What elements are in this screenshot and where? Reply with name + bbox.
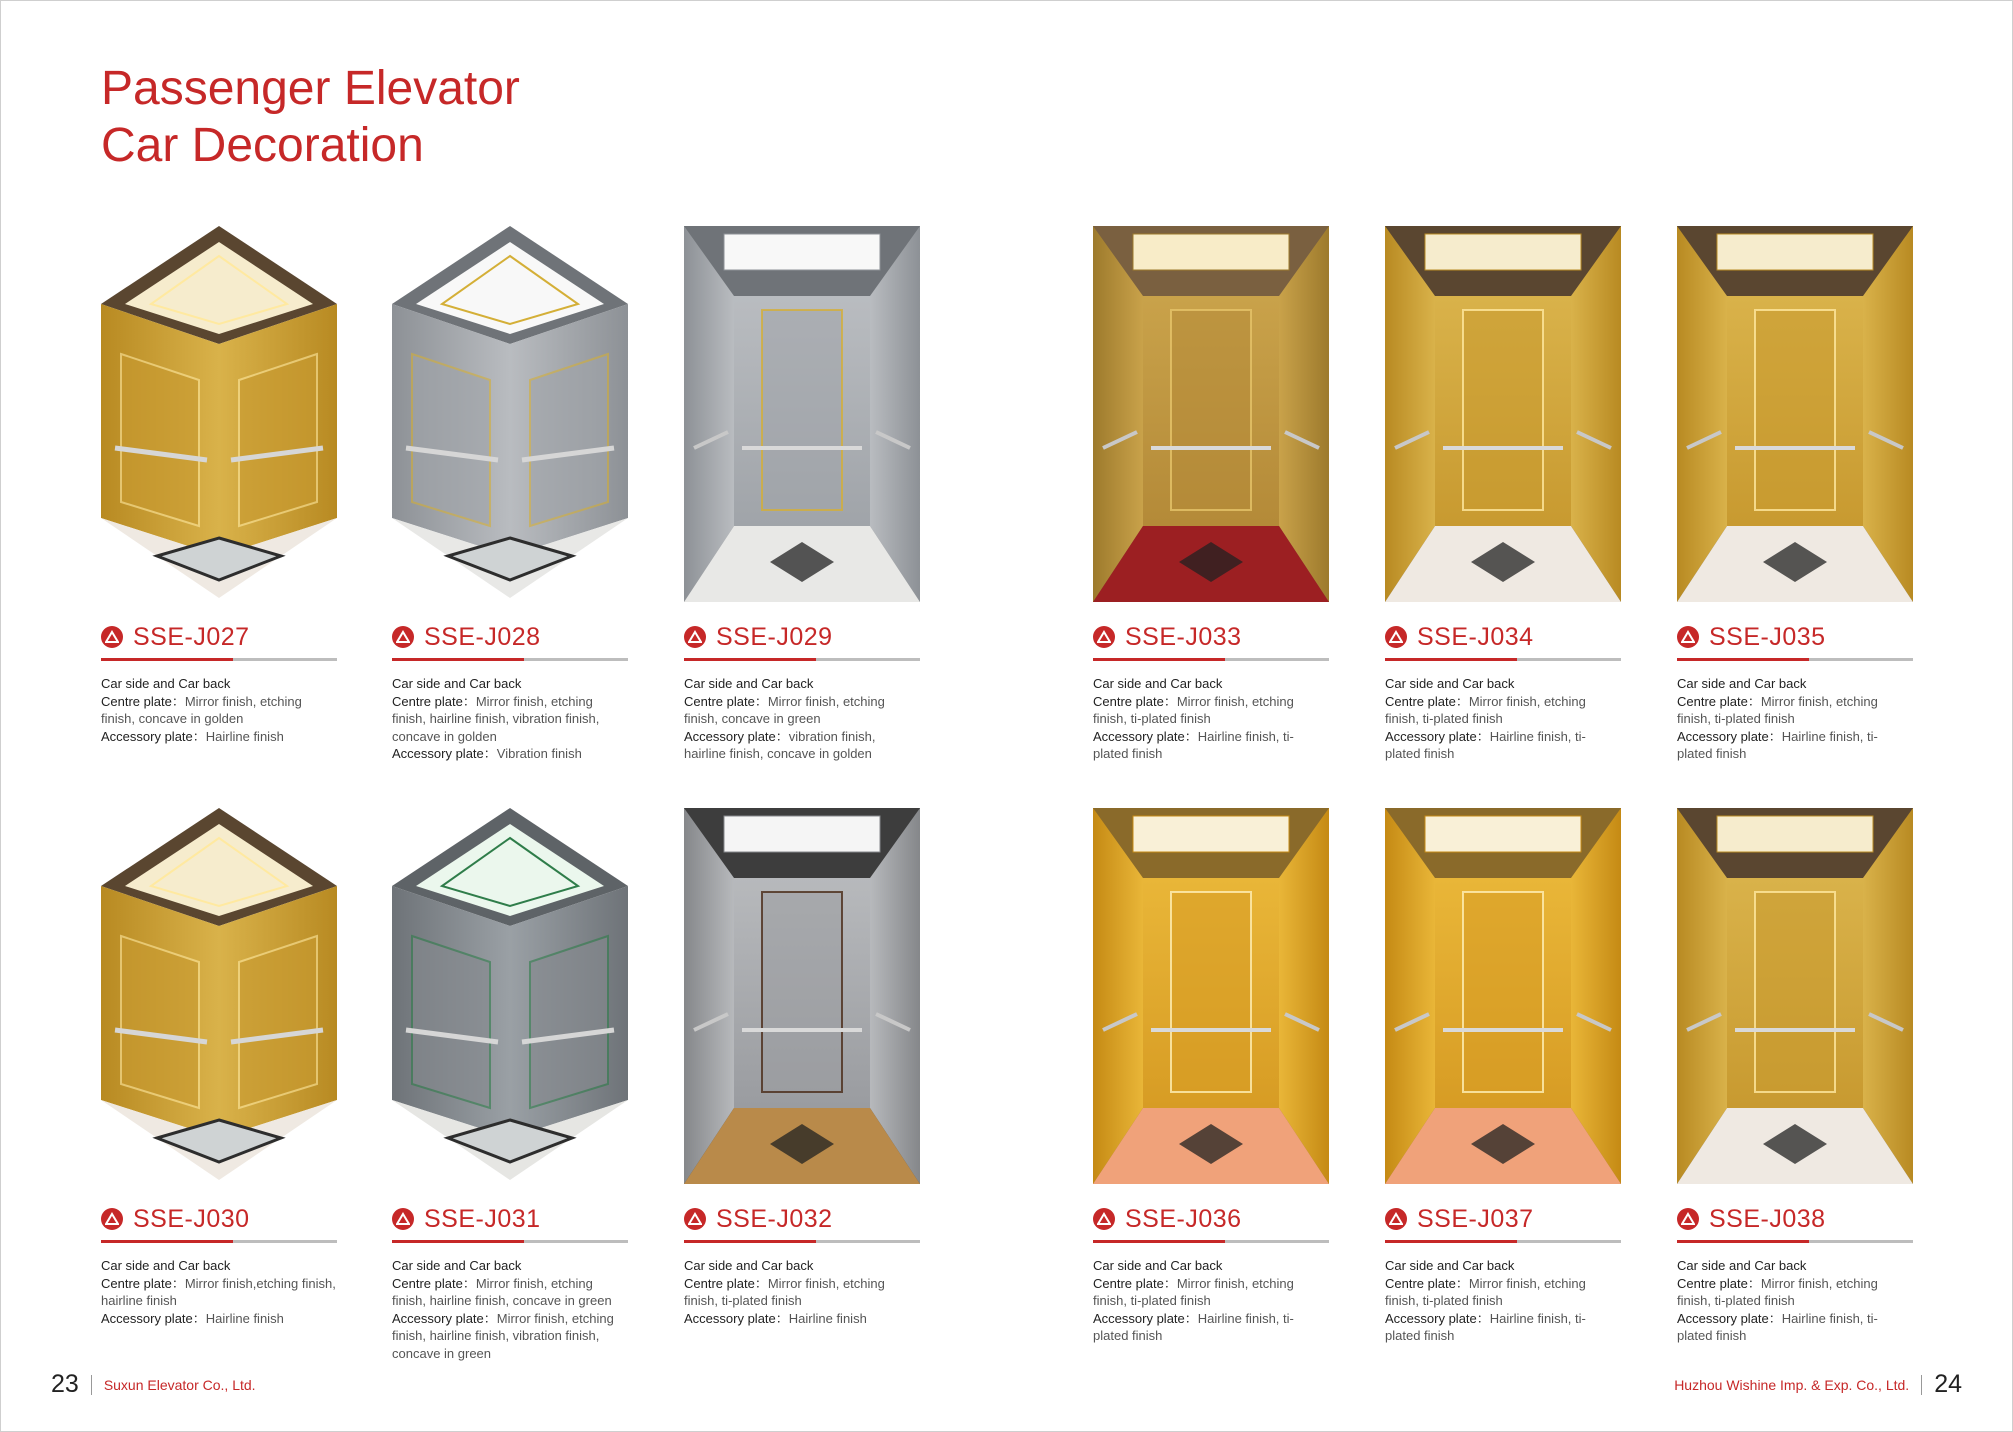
description-line [1385, 1310, 1621, 1345]
description-label: Accessory plate： [392, 746, 497, 761]
description-label: Car side and Car back [392, 676, 522, 691]
product-code: SSE-J030 [133, 1204, 250, 1233]
description-value: Hairline finish, ti-plated finish [1385, 1310, 1586, 1343]
description-line [101, 728, 337, 746]
description-line [101, 1257, 337, 1275]
elevator-car-image [1677, 226, 1913, 602]
description-line [1677, 675, 1913, 693]
description-label: Accessory plate： [684, 728, 789, 744]
product-card [1385, 226, 1621, 763]
product-description [1385, 675, 1621, 763]
description-label: Centre plate： [1385, 1275, 1469, 1291]
product-description [392, 675, 628, 763]
elevator-car-image [1093, 808, 1329, 1184]
description-label: Centre plate： [1093, 1275, 1177, 1291]
description-line [1093, 1310, 1329, 1345]
up-triangle-icon [1093, 1208, 1115, 1230]
description-line [1677, 1310, 1913, 1345]
product-card [101, 226, 337, 745]
elevator-car-image [101, 808, 337, 1184]
up-triangle-icon [392, 626, 414, 648]
description-value: Mirror finish, etching finish, ti-plated finish [1385, 1275, 1586, 1308]
product-card [1093, 226, 1329, 763]
description-label: Car side and Car back [1385, 676, 1515, 691]
description-label: Accessory plate： [684, 1310, 789, 1326]
product-description [101, 1257, 337, 1327]
footer-divider [1921, 1375, 1922, 1395]
description-value: Mirror finish, etching finish, concave in green [684, 693, 885, 726]
description-value: Mirror finish, etching finish, hairline finish, vibration finish, concave in golden [392, 693, 600, 744]
description-label: Centre plate： [392, 1275, 476, 1291]
description-line [101, 693, 337, 728]
up-triangle-icon [1677, 1208, 1699, 1230]
description-label: Centre plate： [1677, 1275, 1761, 1291]
product-description [1677, 675, 1913, 763]
description-value: Hairline finish [788, 1310, 867, 1326]
product-code-row [392, 1202, 628, 1236]
description-line [101, 675, 337, 693]
product-description [1677, 1257, 1913, 1345]
description-label: Car side and Car back [684, 1258, 814, 1273]
description-line [684, 1310, 920, 1328]
page-title [101, 60, 520, 174]
product-card [392, 808, 628, 1362]
description-line [392, 693, 628, 746]
description-value: Mirror finish, etching finish, ti-plated finish [684, 1275, 885, 1308]
product-code: SSE-J038 [1709, 1204, 1826, 1233]
product-code: SSE-J037 [1417, 1204, 1534, 1233]
description-line [392, 1257, 628, 1275]
product-code: SSE-J027 [133, 622, 250, 651]
description-label: Accessory plate： [1093, 1310, 1198, 1326]
page-number-right: 24 [1934, 1370, 1962, 1398]
elevator-car-image [1385, 808, 1621, 1184]
description-label: Accessory plate： [101, 1310, 206, 1326]
description-value: Mirror finish,etching finish, hairline finish [101, 1275, 336, 1308]
description-line [1093, 1257, 1329, 1275]
product-code-row [1385, 1202, 1621, 1236]
footer-right [1674, 1370, 1962, 1399]
description-label: Centre plate： [392, 693, 476, 709]
product-card [684, 226, 920, 763]
description-label: Centre plate： [101, 693, 185, 709]
product-code-underline [1093, 658, 1329, 661]
product-code: SSE-J031 [424, 1204, 541, 1233]
up-triangle-icon [684, 1208, 706, 1230]
elevator-car-image [684, 808, 920, 1184]
description-label: Centre plate： [1093, 693, 1177, 709]
up-triangle-icon [1385, 1208, 1407, 1230]
description-line [392, 675, 628, 693]
description-value: Hairline finish, ti-plated finish [1093, 728, 1294, 761]
title-line-1: Passenger Elevator [101, 62, 520, 115]
description-label: Centre plate： [1677, 693, 1761, 709]
description-line [1677, 728, 1913, 763]
elevator-car-image [1677, 808, 1913, 1184]
description-line [684, 675, 920, 693]
description-label: Car side and Car back [101, 1258, 231, 1273]
description-line [1385, 675, 1621, 693]
product-description [1385, 1257, 1621, 1345]
up-triangle-icon [392, 1208, 414, 1230]
product-code-underline [1385, 658, 1621, 661]
description-label: Centre plate： [1385, 693, 1469, 709]
description-label: Centre plate： [101, 1275, 185, 1291]
product-description [101, 675, 337, 745]
up-triangle-icon [101, 626, 123, 648]
description-line [684, 728, 920, 763]
product-code-underline [1093, 1240, 1329, 1243]
product-code-row [101, 620, 337, 654]
description-line [392, 1275, 628, 1310]
product-description [684, 675, 920, 763]
description-line [1385, 1275, 1621, 1310]
product-code-underline [392, 1240, 628, 1243]
footer-left [51, 1370, 256, 1399]
description-line [101, 1275, 337, 1310]
description-value: Mirror finish, etching finish, concave in golden [101, 693, 302, 726]
description-line [1093, 675, 1329, 693]
product-card [1677, 808, 1913, 1345]
description-value: Vibration finish [496, 746, 582, 761]
footer-divider [91, 1375, 92, 1395]
product-card [1093, 808, 1329, 1345]
product-code-underline [684, 658, 920, 661]
product-card [392, 226, 628, 763]
product-code-row [1677, 620, 1913, 654]
product-description [1093, 675, 1329, 763]
description-label: Accessory plate： [1677, 1310, 1782, 1326]
description-line [684, 1275, 920, 1310]
description-line [392, 745, 628, 763]
up-triangle-icon [1677, 626, 1699, 648]
product-code: SSE-J035 [1709, 622, 1826, 651]
description-label: Accessory plate： [1385, 728, 1490, 744]
elevator-car-image [1385, 226, 1621, 602]
product-code: SSE-J034 [1417, 622, 1534, 651]
description-line [392, 1310, 628, 1363]
description-label: Accessory plate： [1093, 728, 1198, 744]
description-line [1677, 1275, 1913, 1310]
product-code: SSE-J032 [716, 1204, 833, 1233]
description-value: Hairline finish, ti-plated finish [1677, 1310, 1878, 1343]
description-value: vibration finish, hairline finish, concave in golden [684, 728, 876, 761]
description-label: Car side and Car back [1677, 676, 1807, 691]
product-card [1677, 226, 1913, 763]
description-label: Car side and Car back [101, 676, 231, 691]
product-code-underline [392, 658, 628, 661]
product-code: SSE-J028 [424, 622, 541, 651]
elevator-car-image [684, 226, 920, 602]
product-code-row [1677, 1202, 1913, 1236]
title-line-2: Car Decoration [101, 119, 424, 172]
product-code-row [684, 620, 920, 654]
description-value: Mirror finish, etching finish, ti-plated finish [1093, 693, 1294, 726]
description-value: Hairline finish [205, 728, 284, 744]
description-label: Accessory plate： [1385, 1310, 1490, 1326]
product-description [684, 1257, 920, 1327]
product-code-underline [1677, 1240, 1913, 1243]
description-label: Centre plate： [684, 693, 768, 709]
description-label: Car side and Car back [392, 1258, 522, 1273]
product-code-row [101, 1202, 337, 1236]
product-code: SSE-J036 [1125, 1204, 1242, 1233]
description-value: Mirror finish, etching finish, ti-plated finish [1093, 1275, 1294, 1308]
description-line [684, 1257, 920, 1275]
up-triangle-icon [1385, 626, 1407, 648]
elevator-car-image [392, 226, 628, 602]
product-code-underline [101, 1240, 337, 1243]
description-value: Hairline finish, ti-plated finish [1677, 728, 1878, 761]
description-label: Centre plate： [684, 1275, 768, 1291]
description-line [684, 693, 920, 728]
product-code-underline [684, 1240, 920, 1243]
company-name-left: Suxun Elevator Co., Ltd. [103, 1376, 256, 1393]
description-line [1093, 1275, 1329, 1310]
description-label: Car side and Car back [684, 676, 814, 691]
description-label: Car side and Car back [1677, 1258, 1807, 1273]
product-code-row [1385, 620, 1621, 654]
description-value: Hairline finish, ti-plated finish [1093, 1310, 1294, 1343]
description-value: Mirror finish, etching finish, hairline finish, concave in green [392, 1275, 612, 1308]
product-code-row [1093, 1202, 1329, 1236]
product-description [1093, 1257, 1329, 1345]
up-triangle-icon [101, 1208, 123, 1230]
product-code-row [1093, 620, 1329, 654]
product-code-underline [1385, 1240, 1621, 1243]
description-line [1093, 693, 1329, 728]
description-label: Car side and Car back [1385, 1258, 1515, 1273]
description-label: Accessory plate： [392, 1310, 497, 1326]
description-value: Mirror finish, etching finish, ti-plated finish [1677, 1275, 1878, 1308]
description-value: Hairline finish, ti-plated finish [1385, 728, 1586, 761]
up-triangle-icon [684, 626, 706, 648]
company-name-right: Huzhou Wishine Imp. & Exp. Co., Ltd. [1674, 1376, 1910, 1393]
description-label: Car side and Car back [1093, 676, 1223, 691]
product-description [392, 1257, 628, 1362]
description-line [101, 1310, 337, 1328]
description-label: Accessory plate： [101, 728, 206, 744]
product-code-row [392, 620, 628, 654]
description-label: Accessory plate： [1677, 728, 1782, 744]
description-line [1677, 1257, 1913, 1275]
description-value: Mirror finish, etching finish, ti-plated finish [1677, 693, 1878, 726]
page-number-left: 23 [51, 1370, 79, 1398]
product-card [101, 808, 337, 1327]
description-label: Car side and Car back [1093, 1258, 1223, 1273]
product-code: SSE-J029 [716, 622, 833, 651]
description-value: Hairline finish [205, 1310, 284, 1326]
product-card [684, 808, 920, 1327]
elevator-car-image [101, 226, 337, 602]
elevator-car-image [392, 808, 628, 1184]
description-value: Mirror finish, etching finish, ti-plated finish [1385, 693, 1586, 726]
description-line [1093, 728, 1329, 763]
up-triangle-icon [1093, 626, 1115, 648]
product-code-underline [1677, 658, 1913, 661]
description-line [1385, 1257, 1621, 1275]
description-line [1677, 693, 1913, 728]
description-value: Mirror finish, etching finish, hairline finish, vibration finish, concave in green [392, 1310, 614, 1361]
description-line [1385, 693, 1621, 728]
product-code: SSE-J033 [1125, 622, 1242, 651]
product-code-row [684, 1202, 920, 1236]
product-code-underline [101, 658, 337, 661]
description-line [1385, 728, 1621, 763]
elevator-car-image [1093, 226, 1329, 602]
product-card [1385, 808, 1621, 1345]
